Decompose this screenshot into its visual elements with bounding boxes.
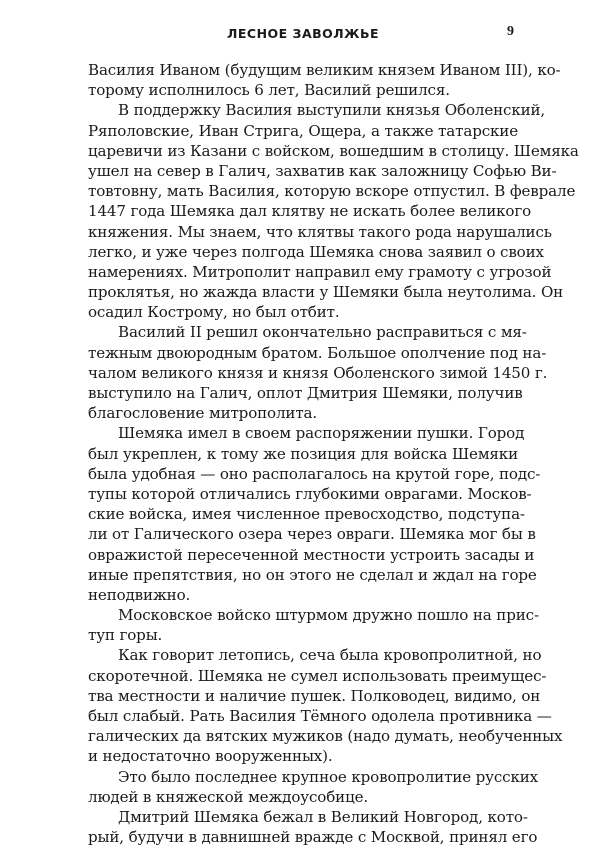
text-line: ли от Галического озера через овраги. Шемяка мог бы в (88, 525, 536, 544)
text-line: княжения. Мы знаем, что клятвы такого рода нарушались (88, 222, 552, 241)
text-line: был укреплен, к тому же позиция для войска Шемяки (88, 444, 518, 463)
text-line: рый, будучи в давнишней вражде с Москвой, принял его (88, 828, 538, 847)
text-line: туп горы. (88, 626, 163, 645)
text-line: тежным двоюродным братом. Большое ополчение под на- (88, 343, 547, 362)
text-line: была удобная — оно располагалось на крутой горе, подс- (88, 464, 541, 483)
text-line: Василия Иваном (будущим великим князем Иваном III), ко- (88, 61, 561, 79)
text-line: В поддержку Василия выступили князья Оболенский, (118, 101, 546, 120)
text-line: 1447 года Шемяка дал клятву не искать более великого (88, 202, 532, 221)
text-line: намерениях. Митрополит направил ему грамоту с угрозой (88, 262, 552, 281)
text-line: Это было последнее крупное кровопролитие русских (118, 767, 539, 786)
text-line: тва местности и наличие пушек. Полководец, видимо, он (88, 686, 541, 705)
text-line: благословение митрополита. (88, 404, 318, 423)
text-line: галических да вятских мужиков (надо думать, необученных (88, 727, 563, 746)
text-line: осадил Кострому, но был отбит. (88, 303, 340, 322)
text-line: иные препятствия, но он этого не сделал и ждал на горе (88, 565, 537, 584)
text-line: выступило на Галич, оплот Дмитрия Шемяки, получив (88, 384, 523, 402)
text-line: ушел на север в Галич, захватив как заложницу Софью Ви- (88, 161, 557, 180)
text-line: Дмитрий Шемяка бежал в Великий Новгород, кото- (118, 807, 528, 826)
text-line: был слабый. Рать Василия Тёмного одолела противника — (88, 707, 552, 725)
text-line: и недостаточно вооруженных). (88, 747, 333, 766)
text-line: Московское войско штурмом дружно пошло на прис- (118, 606, 539, 625)
page-number: 9 (507, 24, 514, 39)
text-line: Ряполовские, Иван Стрига, Ощера, а также татарские (88, 121, 518, 140)
text-line: овражистой пересеченной местности устроить засады и (88, 545, 535, 564)
text-line: проклятья, но жажда власти у Шемяки была неутолима. Он (88, 283, 564, 302)
text-line: людей в княжеской междоусобице. (88, 787, 369, 806)
text-line: Василий II решил окончательно расправиться с мя- (118, 323, 527, 342)
text-line: чалом великого князя и князя Оболенского зимой 1450 г. (88, 363, 548, 382)
body-text (88, 60, 579, 847)
text-line: легко, и уже через полгода Шемяка снова заявил о своих (88, 242, 544, 261)
running-title: ЛЕСНОЕ ЗАВОЛЖЬЕ (226, 26, 380, 41)
text-line: Шемяка имел в своем распоряжении пушки. Город (118, 424, 525, 443)
text-line: ские войска, имея численное превосходство, подступа- (88, 505, 525, 524)
text-line: скоротечной. Шемяка не сумел использовать преимущес- (88, 666, 547, 685)
book-page (88, 20, 579, 847)
text-line: царевичи из Казани с войском, вошедшим в столицу. Шемяка (88, 141, 579, 160)
text-line: тупы которой отличались глубокими оврагами. Москов- (88, 484, 532, 503)
text-line: неподвижно. (88, 585, 191, 604)
text-line: товтовну, мать Василия, которую вскоре отпустил. В феврале (88, 182, 576, 201)
running-head (88, 20, 518, 44)
text-line: Как говорит летопись, сеча была кровопролитной, но (118, 646, 542, 665)
text-line: торому исполнилось 6 лет, Василий решился. (88, 81, 450, 100)
